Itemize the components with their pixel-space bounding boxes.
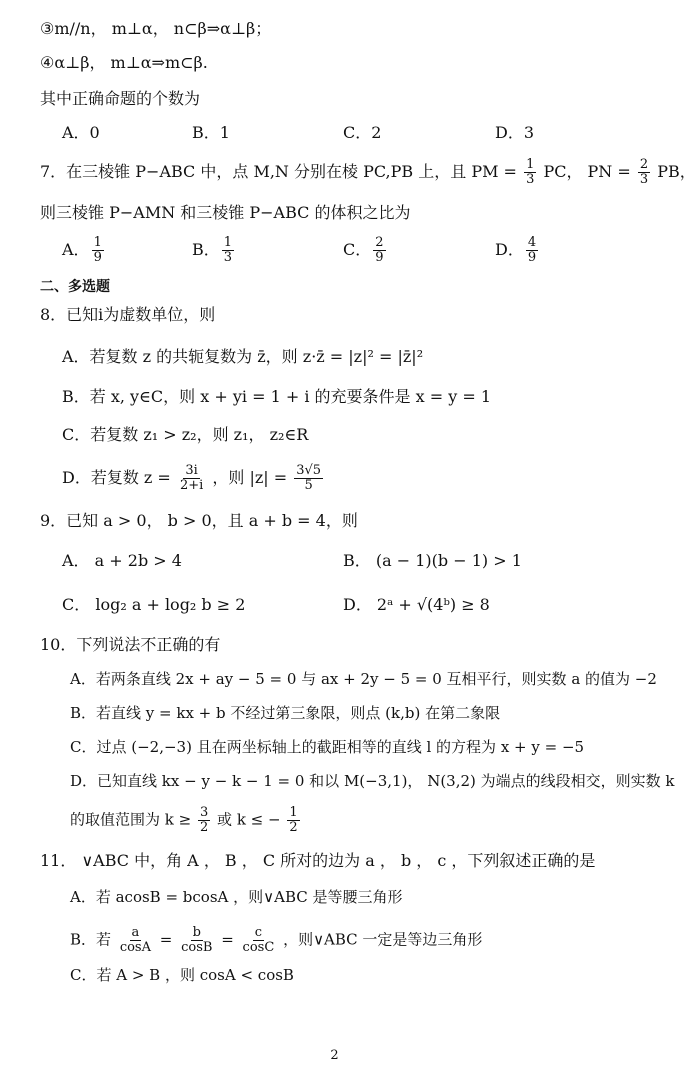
section-heading-multiple-choice: 二、多选题 — [40, 279, 110, 295]
q6-stem: 其中正确命题的个数为 — [40, 89, 201, 108]
q7-option-b: B． $\frac{1}{3}$ — [192, 235, 233, 265]
page-number: 2 — [330, 1048, 339, 1063]
q10-option-a: A．若两条直线 2x + ay − 5 = 0 与 ax + 2y − 5 = 0 互相平行，则实数 a 的值为 −2 — [70, 670, 657, 688]
q6-option-d: D．3 — [495, 123, 535, 142]
q7-option-d: D． $\frac{4}{9}$ — [495, 235, 537, 265]
q7-stem-part1: 7．在三棱锥 P−ABC 中，点 M,N 分别在棱 PC,PB 上，且 PM = — [40, 162, 517, 181]
q6-item3: ③m//n， m⊥α， n⊂β⇒α⊥β； — [40, 19, 272, 38]
q7-stem — [40, 158, 696, 187]
q10-option-d: D．已知直线 kx − y − k − 1 = 0 和以 M(−3,1)， N(3,2) 为端点的线段相交，则实数 k — [70, 772, 675, 790]
q9-option-b: B． (a − 1)(b − 1) > 1 — [343, 551, 522, 570]
q6-option-a: A．0 — [62, 123, 100, 142]
q10-stem: 10．下列说法不正确的有 — [40, 635, 221, 654]
q11-option-a: A．若 acosB = bcosA ，则∨ABC 是等腰三角形 — [70, 888, 403, 906]
q9-option-a: A． a + 2b > 4 — [62, 551, 182, 570]
q8-option-a: A．若复数 z 的共轭复数为 z̄，则 z·z̄ = |z|² = |z̄|² — [62, 347, 424, 366]
q11-stem: 11． ∨ABC 中，角 A ， B ， C 所对的边为 a ， b ， c ，下列叙述正确的是 — [40, 851, 596, 870]
q11-option-c: C．若 A > B ，则 cosA < cosB — [70, 966, 294, 984]
q7-fraction-pn: $\frac{2}{3}$ — [639, 157, 649, 187]
q8-option-d: D．若复数 z = $\frac{3i}{2+i}$ ，则 |z| = $\frac{3√5}{5}$ — [62, 463, 322, 493]
q7-stem-part2: PC， PN = — [543, 162, 631, 181]
q9-option-c: C． log₂ a + log₂ b ≥ 2 — [62, 595, 246, 614]
q7-option-a: A． $\frac{1}{9}$ — [62, 235, 102, 265]
q10-option-b: B．若直线 y = kx + b 不经过第三象限，则点 (k,b) 在第二象限 — [70, 704, 501, 722]
q7-stem-part3: PB， — [657, 162, 696, 181]
q8-option-c: C．若复数 z₁ > z₂，则 z₁， z₂∈R — [62, 425, 309, 444]
q9-stem: 9．已知 a > 0， b > 0，且 a + b = 4，则 — [40, 511, 358, 530]
q8-option-b: B．若 x, y∈C，则 x + yi = 1 + i 的充要条件是 x = y = 1 — [62, 387, 492, 406]
q10-option-c: C．过点 (−2,−3) 且在两坐标轴上的截距相等的直线 l 的方程为 x + y = −5 — [70, 738, 585, 756]
q7-option-c: C． $\frac{2}{9}$ — [343, 235, 384, 265]
q7-fraction-pm: $\frac{1}{3}$ — [526, 157, 535, 187]
q11-option-b: B．若 $\frac{a}{\cos A}$ = $\frac{b}{\cos B}$ = $\frac{c}{\cos C}$ ，则∨ABC 一定是等边三角形 — [70, 925, 483, 955]
q10-option-d-line2: 的取值范围为 k ≥ $\frac{3}{2}$ 或 k ≤ − $\frac{1}{2}$ — [70, 805, 298, 835]
q7-stem-line2: 则三棱锥 P−AMN 和三棱锥 P−ABC 的体积之比为 — [40, 203, 411, 222]
q6-option-c: C．2 — [343, 123, 382, 142]
q6-option-b: B．1 — [192, 123, 230, 142]
q8-stem: 8．已知i为虚数单位，则 — [40, 305, 216, 324]
q9-option-d: D． 2ᵃ + √(4ᵇ) ≥ 8 — [343, 595, 490, 614]
q6-item4: ④α⊥β， m⊥α⇒m⊂β. — [40, 53, 208, 72]
